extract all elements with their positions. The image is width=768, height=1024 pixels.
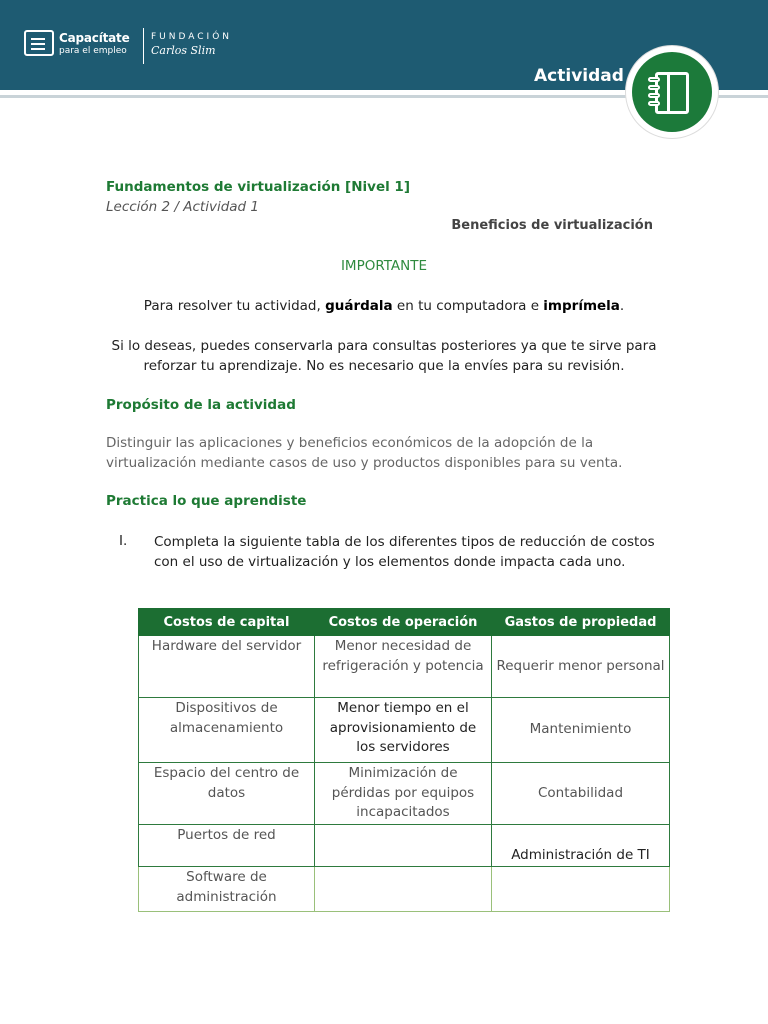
table-row	[139, 763, 670, 825]
instructions-text-a: Para resolver tu actividad,	[143, 298, 326, 314]
item-text: Completa la siguiente tabla de los diferentes tipos de reducción de costos con el uso de virtualización y los elementos donde impacta cada uno.	[154, 534, 655, 570]
table-cell: Administración de TI	[492, 825, 670, 867]
notebook-rings-icon	[648, 77, 662, 107]
instructions-save: guárdala	[325, 298, 393, 314]
instructions-text-e: .	[619, 298, 625, 314]
table-cell	[315, 825, 492, 867]
course-title: Fundamentos de virtualización [Nivel 1]	[106, 179, 411, 195]
carlos-slim-signature: Carlos Slim	[151, 44, 216, 57]
logo-divider	[143, 28, 144, 64]
header-operation: Costos de operación	[315, 609, 492, 636]
lesson-label: Lección 2 / Actividad 1	[106, 199, 259, 215]
table-cell: Menor necesidad de refrigeración y potencia	[315, 636, 492, 698]
table-row	[139, 867, 670, 912]
table-row	[139, 698, 670, 763]
purpose-text: Distinguir las aplicaciones y beneficios económicos de la adopción de la virtualización mediante casos de uso y productos disponibles para su venta.	[106, 435, 623, 471]
table-cell: Requerir menor personal	[492, 636, 670, 698]
instructions-note: Si lo deseas, puedes conservarla para consultas posteriores ya que te sirve para reforzar tu aprendizaje. No es necesario que la envíes para su revisión.	[111, 338, 657, 374]
table-cell	[492, 867, 670, 912]
table-cell: Contabilidad	[492, 763, 670, 825]
capacitate-logo-icon	[24, 30, 54, 56]
table-cell: Hardware del servidor	[139, 636, 315, 698]
section-label: Actividad	[534, 66, 624, 86]
importante-heading: IMPORTANTE	[340, 258, 428, 274]
instructions-print: imprímela	[543, 298, 620, 314]
table-cell: Espacio del centro de datos	[139, 763, 315, 825]
topic-title: Beneficios de virtualización	[451, 218, 653, 233]
table-cell: Menor tiempo en el aprovisionamiento de los servidores	[315, 698, 492, 763]
table-header-row	[139, 609, 670, 636]
logo-subtitle: para el empleo	[59, 46, 127, 56]
header-capital: Costos de capital	[139, 609, 315, 636]
purpose-heading: Propósito de la actividad	[106, 397, 296, 413]
item-number: I.	[119, 533, 128, 549]
table-row	[139, 825, 670, 867]
table-cell: Software de administración	[139, 867, 315, 912]
header-property: Gastos de propiedad	[492, 609, 670, 636]
logo-title: Capacítate	[59, 31, 130, 45]
table-cell: Minimización de pérdidas por equipos incapacitados	[315, 763, 492, 825]
table-row	[139, 636, 670, 698]
costs-table	[138, 608, 670, 912]
instructions-text-c: en tu computadora e	[392, 298, 544, 314]
table-cell: Mantenimiento	[492, 698, 670, 763]
table-cell: Puertos de red	[139, 825, 315, 867]
practice-heading: Practica lo que aprendiste	[106, 493, 307, 509]
instructions-line	[0, 298, 768, 314]
fundacion-label: FUNDACIÓN	[151, 32, 233, 42]
table-cell: Dispositivos de almacenamiento	[139, 698, 315, 763]
table-cell	[315, 867, 492, 912]
